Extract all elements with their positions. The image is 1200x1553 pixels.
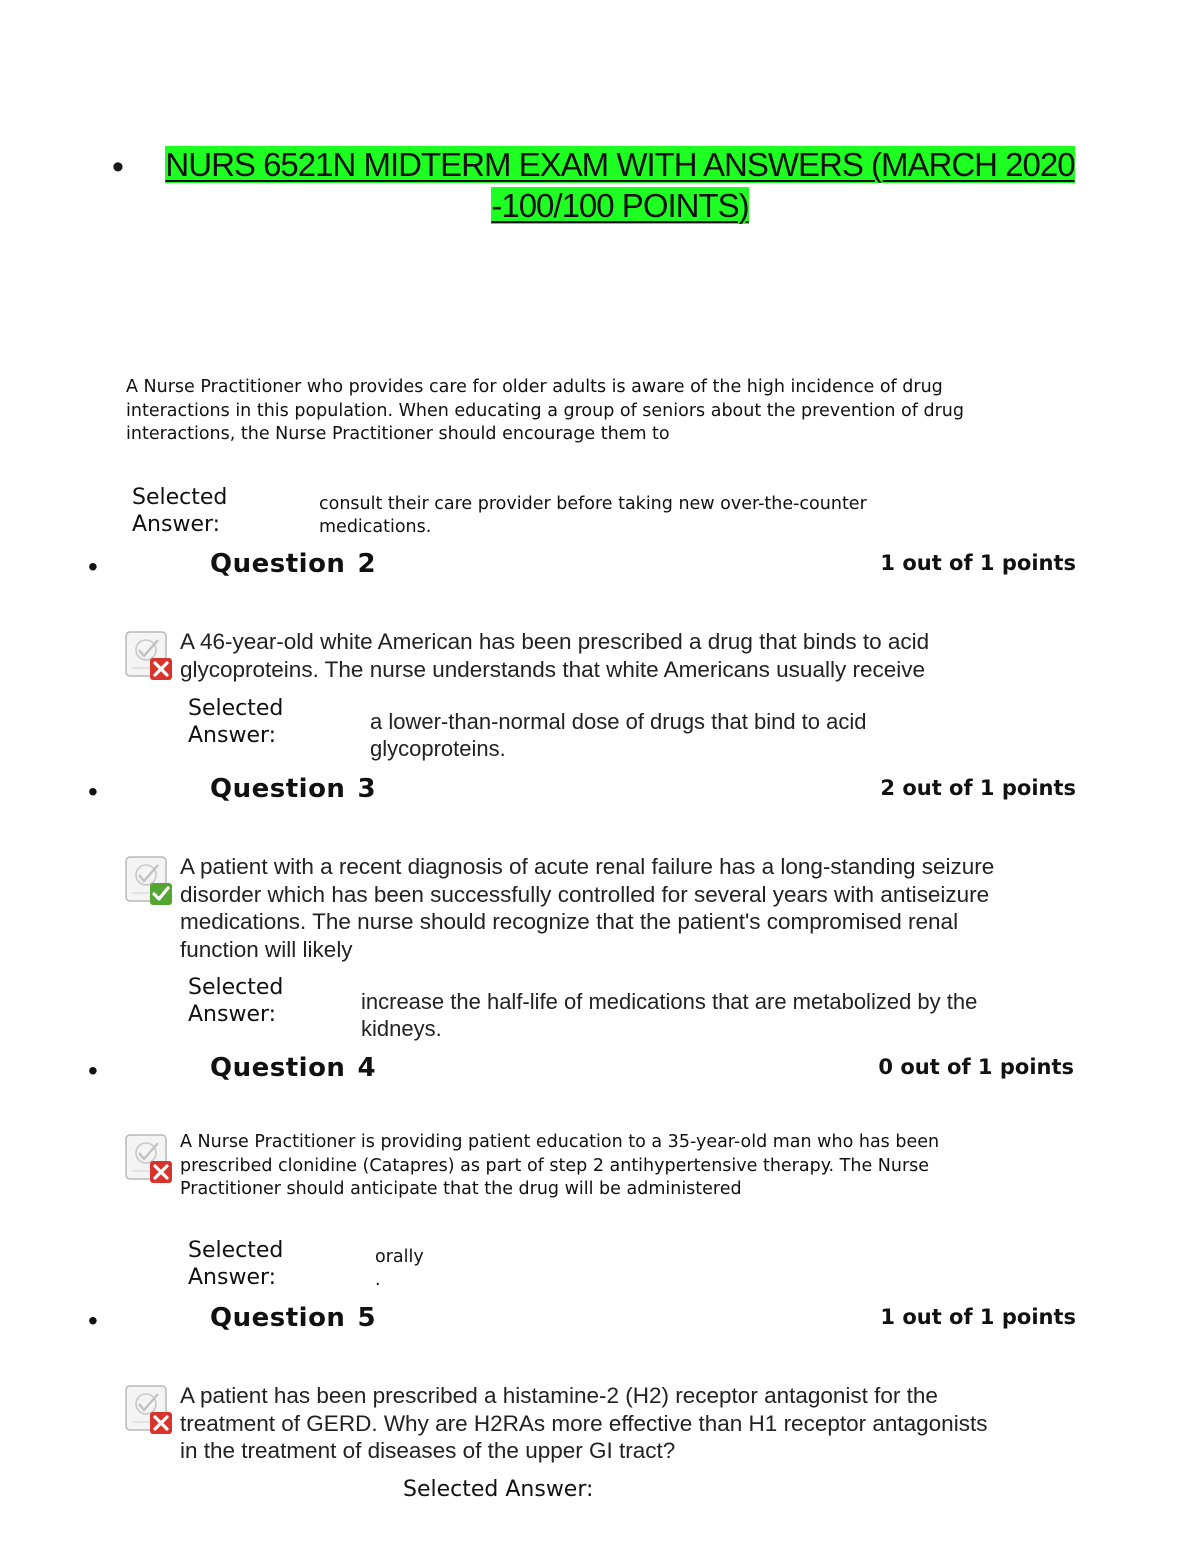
list-bullet: •	[88, 776, 98, 807]
selected-answer-label: Selected Answer:	[403, 1477, 594, 1502]
incorrect-icon	[124, 630, 176, 682]
question-1-answer: consult their care provider before taking new over-the-counter medications.	[319, 494, 867, 537]
selected-answer-label: Selected Answer:	[188, 1238, 284, 1290]
list-bullet: •	[88, 1305, 98, 1336]
question-2-heading: Question 2	[210, 549, 377, 579]
selected-answer-label: Selected Answer:	[188, 975, 284, 1027]
list-bullet: •	[88, 551, 98, 582]
question-4-heading: Question 4	[210, 1053, 377, 1083]
question-3-points: 2 out of 1 points	[880, 776, 1076, 800]
question-4-answer: orally .	[375, 1247, 424, 1290]
question-2-points: 1 out of 1 points	[880, 551, 1076, 575]
question-3-answer: increase the half-life of medications that are metabolized by the kidneys.	[361, 989, 978, 1041]
question-4-points: 0 out of 1 points	[878, 1055, 1074, 1079]
correct-icon	[124, 855, 176, 907]
question-5-heading: Question 5	[210, 1303, 377, 1333]
list-bullet: •	[88, 1055, 98, 1086]
question-5-points: 1 out of 1 points	[880, 1305, 1076, 1329]
question-4-prompt: A Nurse Practitioner is providing patient education to a 35-year-old man who has been prescribed clonidine (Catapres) as part of step 2 antihypertensive therapy. The Nurse Practitioner should anticipate that the drug will be administered	[180, 1132, 940, 1199]
question-3-heading: Question 3	[210, 774, 377, 804]
question-1-prompt: A Nurse Practitioner who provides care for older adults is aware of the high incidence of drug interactions in this population. When educating a group of seniors about the prevention of drug interactions, the Nurse Practitioner should encourage them to	[126, 377, 964, 444]
question-2-answer: a lower-than-normal dose of drugs that bind to acid glycoproteins.	[370, 709, 867, 761]
title-bullet: •	[112, 148, 124, 186]
question-3-prompt: A patient with a recent diagnosis of acute renal failure has a long-standing seizure disorder which has been successfully controlled for several years with antiseizure medications. The nurse should recognize that the patient's compromised renal function will likely	[180, 854, 995, 962]
question-2-prompt: A 46-year-old white American has been prescribed a drug that binds to acid glycoproteins. The nurse understands that white Americans usually receive	[180, 629, 930, 682]
selected-answer-label: Selected Answer:	[188, 696, 284, 748]
incorrect-icon	[124, 1133, 176, 1185]
incorrect-icon	[124, 1384, 176, 1436]
question-5-prompt: A patient has been prescribed a histamine-2 (H2) receptor antagonist for the treatment of GERD. Why are H2RAs more effective than H1 receptor antagonists in the treatment of diseases of the upper GI tract?	[180, 1383, 988, 1463]
title-text: NURS 6521N MIDTERM EXAM WITH ANSWERS (MARCH 2020 -100/100 POINTS)	[165, 146, 1075, 224]
selected-answer-label: Selected Answer:	[132, 485, 228, 537]
document-title	[140, 144, 1100, 226]
